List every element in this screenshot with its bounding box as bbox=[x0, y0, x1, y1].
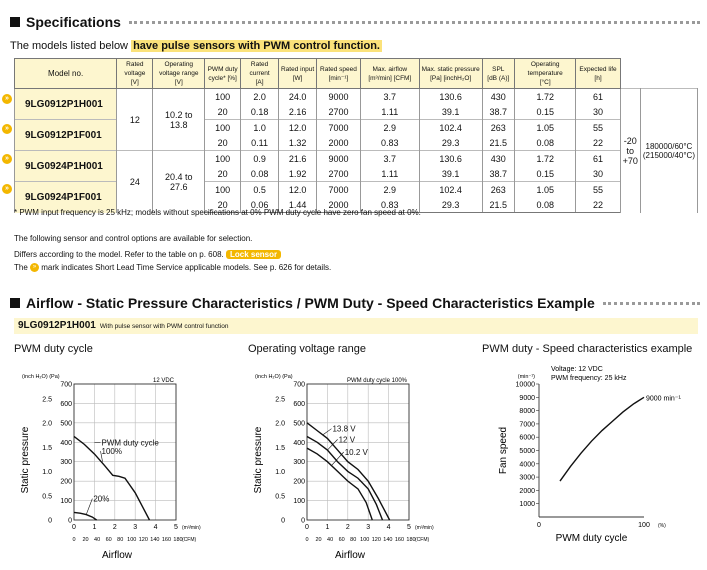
tick-label: 2.0 bbox=[42, 420, 52, 428]
tick-label: 400 bbox=[293, 439, 305, 447]
tick-label: 1 bbox=[325, 524, 330, 531]
series-label: 20% bbox=[93, 494, 110, 504]
tick-label: 5 bbox=[174, 524, 178, 531]
short-lead-time-icon: » bbox=[2, 94, 12, 104]
table-header-row bbox=[15, 59, 698, 89]
short-lead-time-icon: » bbox=[2, 184, 12, 194]
table-cell: -20 to +70 bbox=[620, 89, 640, 213]
table-cell: 3.7 bbox=[360, 151, 419, 167]
table-cell: 2.9 bbox=[360, 182, 419, 198]
mark-suffix: mark indicates Short Lead Time Service applicable models. See p. 626 for details. bbox=[41, 263, 332, 272]
table-cell: 9LG0912P1H001 bbox=[15, 89, 117, 120]
table-cell: 30 bbox=[576, 166, 620, 182]
tick-label: 60 bbox=[105, 537, 112, 543]
short-lead-time-icon: » bbox=[30, 263, 39, 272]
column-header bbox=[279, 59, 317, 89]
unit-label: (CFM) bbox=[414, 537, 430, 543]
unit-label: (m³/min) bbox=[415, 525, 434, 531]
column-header-unit: [min⁻¹] bbox=[328, 74, 349, 82]
differs-text: Differs according to the model. Refer to the table on p. 608. bbox=[14, 250, 224, 259]
intro-prefix: The models listed below bbox=[10, 40, 132, 52]
table-cell: 2.16 bbox=[279, 104, 317, 120]
tick-label: 0.5 bbox=[42, 493, 52, 501]
tick-label: 0 bbox=[72, 537, 76, 543]
table-cell: 12 bbox=[117, 89, 153, 151]
series-label: 13.8 V bbox=[332, 424, 356, 434]
tick-label: 0.5 bbox=[275, 493, 285, 501]
section-title: Airflow - Static Pressure Characteristics / PWM Duty - Speed Characteristics Example bbox=[26, 295, 595, 311]
tick-label: 600 bbox=[293, 400, 305, 408]
section-square-icon bbox=[10, 298, 20, 308]
tick-label: 2 bbox=[112, 524, 117, 531]
tick-label: 2.0 bbox=[275, 420, 285, 428]
table-cell: 12.0 bbox=[279, 182, 317, 198]
tick-label: 80 bbox=[350, 537, 357, 543]
intro-text bbox=[10, 40, 382, 52]
table-cell: 7000 bbox=[317, 120, 361, 136]
tick-label: 120 bbox=[371, 537, 381, 543]
series-label: 9000 min⁻¹ bbox=[646, 395, 681, 403]
table-cell: 22 bbox=[576, 135, 620, 151]
table-cell: 9LG0924P1H001 bbox=[15, 151, 117, 182]
table-cell: 12.0 bbox=[279, 120, 317, 136]
table-cell: 102.4 bbox=[419, 182, 482, 198]
tick-label: 0 bbox=[48, 517, 52, 525]
column-header-unit: cycle* [%] bbox=[208, 74, 237, 82]
table-cell: 1.72 bbox=[514, 151, 575, 167]
table-cell: 1.05 bbox=[514, 120, 575, 136]
column-header-label: SPL bbox=[492, 65, 505, 73]
column-header bbox=[482, 59, 514, 89]
tick-label: 700 bbox=[60, 381, 72, 389]
tick-label: 4 bbox=[386, 524, 391, 531]
column-header bbox=[15, 59, 117, 89]
tick-label: 8000 bbox=[519, 408, 535, 416]
column-header-label: Rated current bbox=[249, 61, 270, 77]
chart-title-voltage: Operating voltage range bbox=[248, 343, 367, 355]
table-cell: 2000 bbox=[317, 135, 361, 151]
table-cell: 9LG0912P1F001 bbox=[15, 120, 117, 151]
table-cell: 24.0 bbox=[279, 89, 317, 105]
unit-label: (m³/min) bbox=[182, 525, 201, 531]
table-cell: 0.9 bbox=[241, 151, 279, 167]
column-header bbox=[205, 59, 241, 89]
table-cell: 61 bbox=[576, 151, 620, 167]
y-axis-label: Fan speed bbox=[498, 426, 509, 475]
table-cell: 61 bbox=[576, 89, 620, 105]
unit-label: (inch H₂O) (Pa) bbox=[22, 374, 60, 380]
table-cell: 20 bbox=[205, 166, 241, 182]
tick-label: 20 bbox=[82, 537, 89, 543]
column-header-unit: [dB (A)] bbox=[487, 74, 510, 82]
table-cell: 2.9 bbox=[360, 120, 419, 136]
dotted-rule bbox=[603, 302, 700, 305]
tick-label: 100 bbox=[293, 498, 305, 506]
table-cell: 55 bbox=[576, 120, 620, 136]
mark-prefix: The bbox=[14, 263, 28, 272]
tick-label: 5 bbox=[407, 524, 411, 531]
table-cell: 9LG0924P1F001 bbox=[15, 182, 117, 213]
specifications-header bbox=[10, 14, 700, 30]
table-cell: 0.08 bbox=[514, 135, 575, 151]
column-header-label: Operating voltage range bbox=[159, 61, 199, 77]
table-cell: 2700 bbox=[317, 104, 361, 120]
tick-label: 100 bbox=[638, 522, 650, 529]
series-line bbox=[560, 397, 644, 481]
table-cell: 100 bbox=[205, 89, 241, 105]
table-cell: 29.3 bbox=[419, 197, 482, 213]
tick-label: 140 bbox=[150, 537, 160, 543]
options-note: The following sensor and control options are available for selection. bbox=[14, 234, 253, 243]
tick-label: 0 bbox=[72, 524, 76, 531]
short-lead-time-icon: » bbox=[2, 154, 12, 164]
column-header-label: PWM duty bbox=[207, 65, 238, 73]
column-header bbox=[576, 59, 620, 89]
chart-speed bbox=[482, 360, 702, 570]
tick-label: 2 bbox=[345, 524, 350, 531]
tick-label: 140 bbox=[383, 537, 393, 543]
tick-label: 700 bbox=[293, 381, 305, 389]
column-header bbox=[419, 59, 482, 89]
table-cell: 100 bbox=[205, 120, 241, 136]
column-header-label: Rated speed bbox=[320, 65, 357, 73]
corner-label: 12 VDC bbox=[152, 378, 174, 384]
table-cell: 2000 bbox=[317, 197, 361, 213]
table-row bbox=[15, 89, 698, 105]
tick-label: 1.0 bbox=[275, 469, 285, 477]
tick-label: 100 bbox=[60, 498, 72, 506]
table-cell: 0.18 bbox=[241, 104, 279, 120]
chart-voltage-range bbox=[243, 360, 463, 570]
x-axis-label: Airflow bbox=[334, 550, 366, 561]
short-lead-time-icon: » bbox=[2, 124, 12, 134]
section-title: Specifications bbox=[26, 14, 121, 30]
tick-label: 0 bbox=[301, 517, 305, 525]
tick-label: 0 bbox=[305, 537, 309, 543]
life-main: 180000/60°C bbox=[645, 141, 693, 151]
table-cell: 263 bbox=[482, 120, 514, 136]
tick-label: 0 bbox=[281, 517, 285, 525]
dotted-rule bbox=[129, 21, 700, 24]
column-header bbox=[317, 59, 361, 89]
table-cell: 2.0 bbox=[241, 89, 279, 105]
tick-label: 4000 bbox=[519, 461, 535, 469]
mark-note bbox=[14, 263, 331, 272]
tick-label: 160 bbox=[161, 537, 172, 543]
table-cell: 0.06 bbox=[241, 197, 279, 213]
tick-label: 3000 bbox=[519, 474, 535, 482]
column-header-label: Max. static pressure bbox=[421, 65, 480, 73]
model-bar-desc: With pulse sensor with PWM control function bbox=[99, 323, 229, 330]
series-line bbox=[74, 512, 97, 520]
tick-label: 100 bbox=[127, 537, 137, 543]
column-header-unit: [°C] bbox=[539, 79, 551, 86]
column-header-unit: [m³/min] [CFM] bbox=[368, 74, 412, 82]
tick-label: 2.5 bbox=[42, 396, 52, 404]
tick-label: 200 bbox=[60, 478, 72, 486]
section-square-icon bbox=[10, 17, 20, 27]
series-label: 10.2 V bbox=[344, 448, 368, 457]
model-bar bbox=[14, 318, 698, 334]
table-cell: 30 bbox=[576, 104, 620, 120]
chart-title-pwm: PWM duty cycle bbox=[14, 343, 93, 355]
intro-highlight: have pulse sensors with PWM control function. bbox=[133, 40, 380, 52]
table-cell: 10.2 to 13.8 bbox=[153, 89, 205, 151]
tick-label: 0 bbox=[305, 524, 309, 531]
tick-label: 0 bbox=[537, 522, 541, 529]
chart-title-speed: PWM duty - Speed characteristics example bbox=[482, 343, 693, 355]
table-cell: 0.15 bbox=[514, 166, 575, 182]
table-cell: 7000 bbox=[317, 182, 361, 198]
tick-label: 40 bbox=[94, 537, 101, 543]
tick-label: 1.5 bbox=[42, 444, 52, 452]
tick-label: 10000 bbox=[515, 381, 535, 389]
unit-label: (CFM) bbox=[181, 537, 197, 543]
table-cell: 3.7 bbox=[360, 89, 419, 105]
table-cell: 130.6 bbox=[419, 151, 482, 167]
table-cell: 21.5 bbox=[482, 135, 514, 151]
table-cell: 1.11 bbox=[360, 104, 419, 120]
table-cell: 1.05 bbox=[514, 182, 575, 198]
tick-label: 500 bbox=[60, 420, 72, 428]
table-cell: 102.4 bbox=[419, 120, 482, 136]
column-header bbox=[514, 59, 575, 89]
table-cell: 1.92 bbox=[279, 166, 317, 182]
table-cell: 22 bbox=[576, 197, 620, 213]
tick-label: 600 bbox=[60, 400, 72, 408]
tick-label: 1.0 bbox=[42, 469, 52, 477]
tick-label: 400 bbox=[60, 439, 72, 447]
chart-pwm-duty bbox=[10, 360, 230, 570]
table-cell: 38.7 bbox=[482, 104, 514, 120]
table-cell: 0.11 bbox=[241, 135, 279, 151]
tick-label: 80 bbox=[117, 537, 124, 543]
table-cell: 263 bbox=[482, 182, 514, 198]
y-axis-label: Static pressure bbox=[253, 426, 264, 494]
table-cell: 29.3 bbox=[419, 135, 482, 151]
tick-label: 0 bbox=[68, 517, 72, 525]
table-cell: 0.08 bbox=[241, 166, 279, 182]
table-cell: 20 bbox=[205, 197, 241, 213]
column-header bbox=[241, 59, 279, 89]
table-cell: 1.32 bbox=[279, 135, 317, 151]
x-axis-label: PWM duty cycle bbox=[555, 533, 628, 544]
column-header-label: Operating temperature bbox=[527, 61, 563, 77]
table-row bbox=[15, 151, 698, 167]
table-cell: 430 bbox=[482, 151, 514, 167]
tick-label: 180 bbox=[406, 537, 416, 543]
table-cell: 20.4 to 27.6 bbox=[153, 151, 205, 213]
tick-label: 2.5 bbox=[275, 396, 285, 404]
tick-label: 300 bbox=[60, 459, 72, 467]
column-header bbox=[153, 59, 205, 89]
table-cell: 9000 bbox=[317, 89, 361, 105]
tick-label: 180 bbox=[173, 537, 183, 543]
model-bar-model: 9LG0912P1H001 bbox=[18, 320, 96, 331]
table-cell: 130.6 bbox=[419, 89, 482, 105]
info-label: Voltage: 12 VDC bbox=[551, 366, 603, 373]
table-cell: 0.15 bbox=[514, 104, 575, 120]
airflow-header bbox=[10, 295, 700, 311]
table-cell: 20 bbox=[205, 135, 241, 151]
column-header-label: Max. airflow bbox=[372, 65, 408, 73]
tick-label: 120 bbox=[138, 537, 148, 543]
table-cell: 100 bbox=[205, 151, 241, 167]
table-cell: 39.1 bbox=[419, 166, 482, 182]
tick-label: 60 bbox=[338, 537, 345, 543]
leader-line bbox=[331, 452, 343, 466]
table-cell: 24 bbox=[117, 151, 153, 213]
table-cell bbox=[640, 89, 697, 213]
table-cell: 100 bbox=[205, 182, 241, 198]
unit-label: (%) bbox=[658, 523, 666, 529]
table-cell: 38.7 bbox=[482, 166, 514, 182]
tick-label: 1.5 bbox=[275, 444, 285, 452]
differs-note bbox=[14, 250, 281, 259]
table-cell: 1.72 bbox=[514, 89, 575, 105]
table-cell: 0.08 bbox=[514, 197, 575, 213]
table-cell: 0.5 bbox=[241, 182, 279, 198]
tick-label: 3 bbox=[366, 524, 371, 531]
column-header-label: Expected life bbox=[579, 65, 617, 73]
pwm-footnote: * PWM input frequency is 25 kHz; models without specifications at 0% PWM duty cycle have zero fan speed at 0%. bbox=[14, 208, 421, 217]
tick-label: 7000 bbox=[519, 421, 535, 429]
column-header-unit: [Pa] [inchH₂O] bbox=[430, 74, 472, 82]
unit-label: (inch H₂O) (Pa) bbox=[255, 374, 293, 380]
tick-label: 1 bbox=[92, 524, 97, 531]
table-cell: 1.0 bbox=[241, 120, 279, 136]
table-cell: 1.44 bbox=[279, 197, 317, 213]
column-header-label: Rated input bbox=[280, 65, 315, 73]
column-header-unit: [A] bbox=[255, 79, 264, 86]
series-label: PWM duty cycle bbox=[101, 438, 159, 448]
tick-label: 2000 bbox=[519, 487, 535, 495]
series-line bbox=[307, 448, 372, 520]
leader-line bbox=[86, 499, 92, 515]
tick-label: 160 bbox=[394, 537, 405, 543]
tick-label: 100 bbox=[360, 537, 370, 543]
tick-label: 40 bbox=[327, 537, 334, 543]
table-cell: 21.6 bbox=[279, 151, 317, 167]
table-cell: 0.83 bbox=[360, 135, 419, 151]
corner-label: PWM duty cycle 100% bbox=[346, 378, 407, 384]
column-header-unit: [W] bbox=[292, 74, 303, 82]
table-cell: 430 bbox=[482, 89, 514, 105]
tick-label: 300 bbox=[293, 459, 305, 467]
series-label: 12 V bbox=[338, 435, 356, 445]
series-label: 100% bbox=[101, 447, 122, 457]
table-cell: 2700 bbox=[317, 166, 361, 182]
column-header-unit: [V] bbox=[130, 79, 139, 86]
table-cell: 20 bbox=[205, 104, 241, 120]
tick-label: 3 bbox=[133, 524, 138, 531]
column-header bbox=[117, 59, 153, 89]
tick-label: 500 bbox=[293, 420, 305, 428]
life-alt: (215000/40°C) bbox=[642, 150, 695, 160]
tick-label: 200 bbox=[293, 478, 305, 486]
tick-label: 9000 bbox=[519, 394, 535, 402]
column-header-label: Rated voltage bbox=[124, 61, 146, 77]
spec-table bbox=[14, 58, 698, 213]
unit-label: (min⁻¹) bbox=[517, 374, 535, 380]
tick-label: 1000 bbox=[519, 501, 535, 509]
info-label: PWM frequency: 25 kHz bbox=[551, 375, 627, 382]
column-header-label: Model no. bbox=[48, 69, 84, 78]
lock-sensor-badge: Lock sensor bbox=[226, 250, 281, 259]
table-cell: 0.83 bbox=[360, 197, 419, 213]
tick-label: 20 bbox=[315, 537, 322, 543]
tick-label: 6000 bbox=[519, 434, 535, 442]
table-cell: 9000 bbox=[317, 151, 361, 167]
y-axis-label: Static pressure bbox=[20, 426, 31, 494]
plot-frame bbox=[74, 384, 176, 520]
column-header-unit: [h] bbox=[594, 74, 602, 82]
table-cell: 55 bbox=[576, 182, 620, 198]
table-cell: 21.5 bbox=[482, 197, 514, 213]
table-cell: 39.1 bbox=[419, 104, 482, 120]
column-header bbox=[360, 59, 419, 89]
column-header-unit: [V] bbox=[174, 79, 183, 86]
tick-label: 5000 bbox=[519, 448, 535, 455]
table-cell: 1.11 bbox=[360, 166, 419, 182]
x-axis-label: Airflow bbox=[101, 550, 133, 561]
tick-label: 4 bbox=[153, 524, 158, 531]
